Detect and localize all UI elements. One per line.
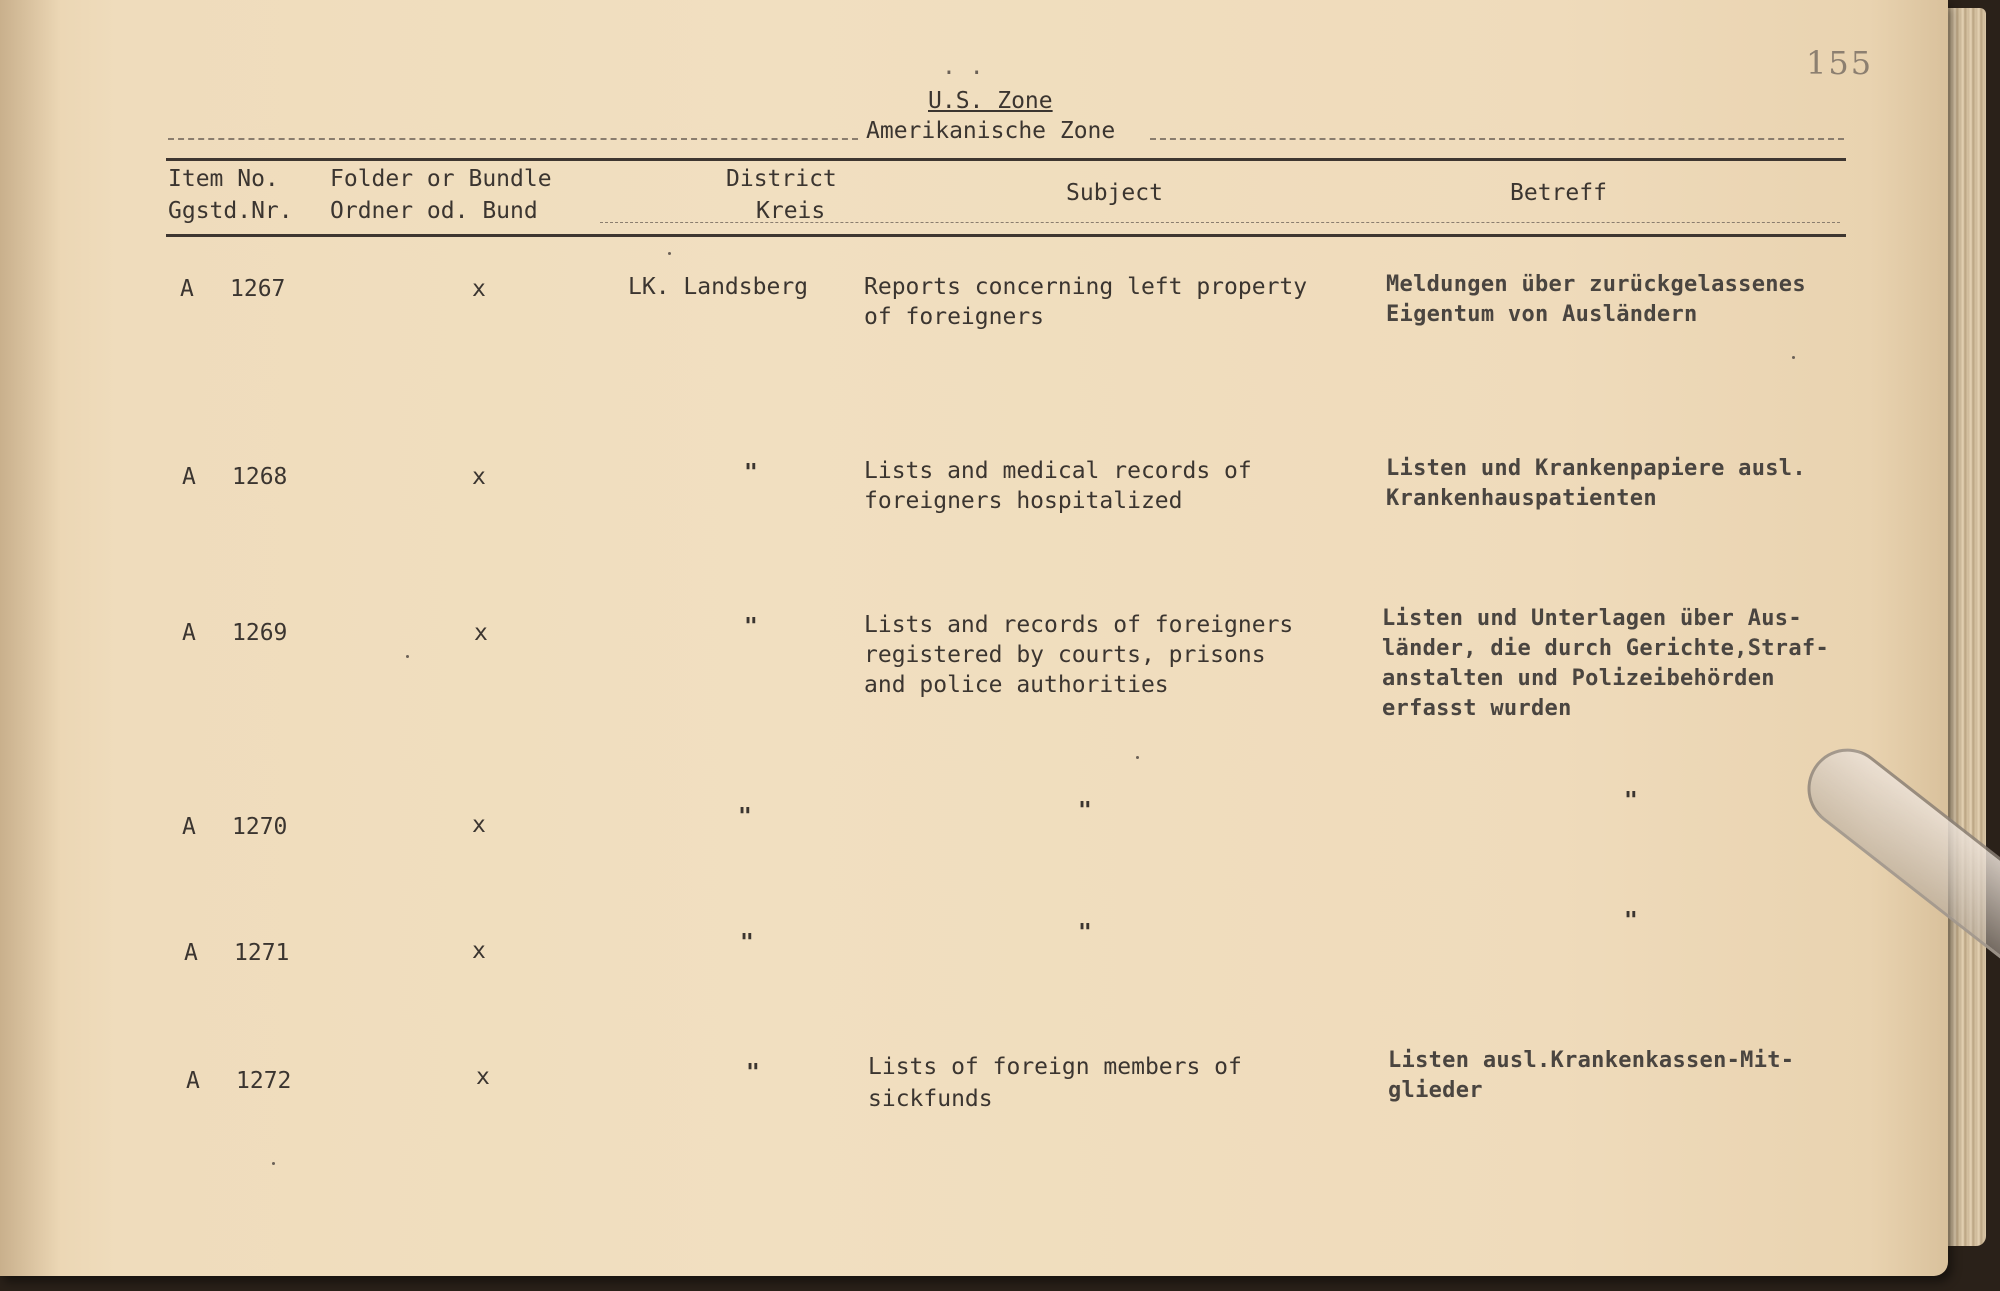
row-betreff-line: länder, die durch Gerichte,Straf- bbox=[1382, 636, 1829, 661]
row-folder-mark: x bbox=[472, 276, 486, 302]
table-header-rule bbox=[166, 234, 1846, 237]
row-subject-line: Reports concerning left property bbox=[864, 274, 1308, 300]
row-prefix: A bbox=[186, 1068, 200, 1094]
col-district-en: District bbox=[726, 166, 837, 192]
col-folder-en: Folder or Bundle bbox=[330, 166, 552, 192]
row-betreff-ditto: " bbox=[1624, 788, 1638, 814]
paper-speck bbox=[406, 655, 409, 658]
row-subject-line: and police authorities bbox=[864, 672, 1169, 698]
row-folder-mark: x bbox=[476, 1064, 490, 1090]
col-betreff: Betreff bbox=[1510, 180, 1607, 206]
row-betreff-line: anstalten und Polizeibehörden bbox=[1382, 666, 1775, 691]
row-subject-line: Lists and records of foreigners bbox=[864, 612, 1294, 638]
row-subject-line: of foreigners bbox=[864, 304, 1045, 330]
row-betreff-line: erfasst wurden bbox=[1382, 696, 1572, 721]
row-item-number: 1271 bbox=[234, 940, 290, 966]
row-subject-line: Lists and medical records of bbox=[864, 458, 1252, 484]
row-district-ditto: " bbox=[740, 930, 754, 956]
row-folder-mark: x bbox=[472, 464, 486, 490]
row-subject-line: Lists of foreign members of bbox=[868, 1054, 1242, 1080]
col-folder-de: Ordner od. Bund bbox=[330, 198, 538, 224]
row-prefix: A bbox=[180, 276, 194, 302]
row-betreff-line: Listen und Krankenpapiere ausl. bbox=[1386, 456, 1806, 481]
row-district-ditto: " bbox=[746, 1060, 760, 1086]
row-folder-mark: x bbox=[472, 938, 486, 964]
row-betreff-line: Eigentum von Ausländern bbox=[1386, 302, 1698, 327]
col-item-no-de: Ggstd.Nr. bbox=[168, 198, 293, 224]
row-subject-line: foreigners hospitalized bbox=[864, 488, 1183, 514]
col-district-de: Kreis bbox=[756, 198, 826, 224]
row-district-ditto: " bbox=[744, 614, 758, 640]
row-betreff-line: Listen und Unterlagen über Aus- bbox=[1382, 606, 1802, 631]
row-betreff-line: Listen ausl.Krankenkassen-Mit- bbox=[1388, 1048, 1795, 1073]
col-item-no-en: Item No. bbox=[168, 166, 279, 192]
header-dots: . . bbox=[942, 54, 984, 80]
header-dash-left bbox=[168, 138, 858, 140]
table-top-rule bbox=[166, 158, 1846, 161]
row-prefix: A bbox=[182, 620, 196, 646]
row-district: LK. Landsberg bbox=[628, 274, 809, 300]
row-folder-mark: x bbox=[472, 812, 486, 838]
paper-speck bbox=[272, 1162, 275, 1165]
row-item-number: 1270 bbox=[232, 814, 288, 840]
row-item-number: 1269 bbox=[232, 620, 288, 646]
row-betreff-ditto: " bbox=[1624, 908, 1638, 934]
row-betreff-line: Meldungen über zurückgelassenes bbox=[1386, 272, 1806, 297]
paper-speck bbox=[668, 252, 671, 255]
row-prefix: A bbox=[182, 814, 196, 840]
row-subject-line: registered by courts, prisons bbox=[864, 642, 1266, 668]
paper-speck bbox=[1792, 356, 1795, 359]
binding-shadow bbox=[0, 0, 60, 1276]
zone-title-en: U.S. Zone bbox=[928, 88, 1053, 114]
paper-speck bbox=[1136, 756, 1139, 759]
header-dash-right bbox=[1150, 138, 1844, 140]
row-item-number: 1272 bbox=[236, 1068, 292, 1094]
row-subject-line: sickfunds bbox=[868, 1086, 993, 1112]
row-district-ditto: " bbox=[738, 804, 752, 830]
col-subject: Subject bbox=[1066, 180, 1163, 206]
zone-title-de: Amerikanische Zone bbox=[866, 118, 1116, 144]
row-prefix: A bbox=[184, 940, 198, 966]
row-item-number: 1267 bbox=[230, 276, 286, 302]
row-subject-ditto: " bbox=[1078, 798, 1092, 824]
row-subject-ditto: " bbox=[1078, 920, 1092, 946]
row-folder-mark: x bbox=[474, 620, 488, 646]
page-number: 155 bbox=[1806, 44, 1874, 82]
row-district-ditto: " bbox=[744, 460, 758, 486]
row-item-number: 1268 bbox=[232, 464, 288, 490]
row-prefix: A bbox=[182, 464, 196, 490]
row-betreff-line: glieder bbox=[1388, 1078, 1483, 1103]
row-betreff-line: Krankenhauspatienten bbox=[1386, 486, 1657, 511]
